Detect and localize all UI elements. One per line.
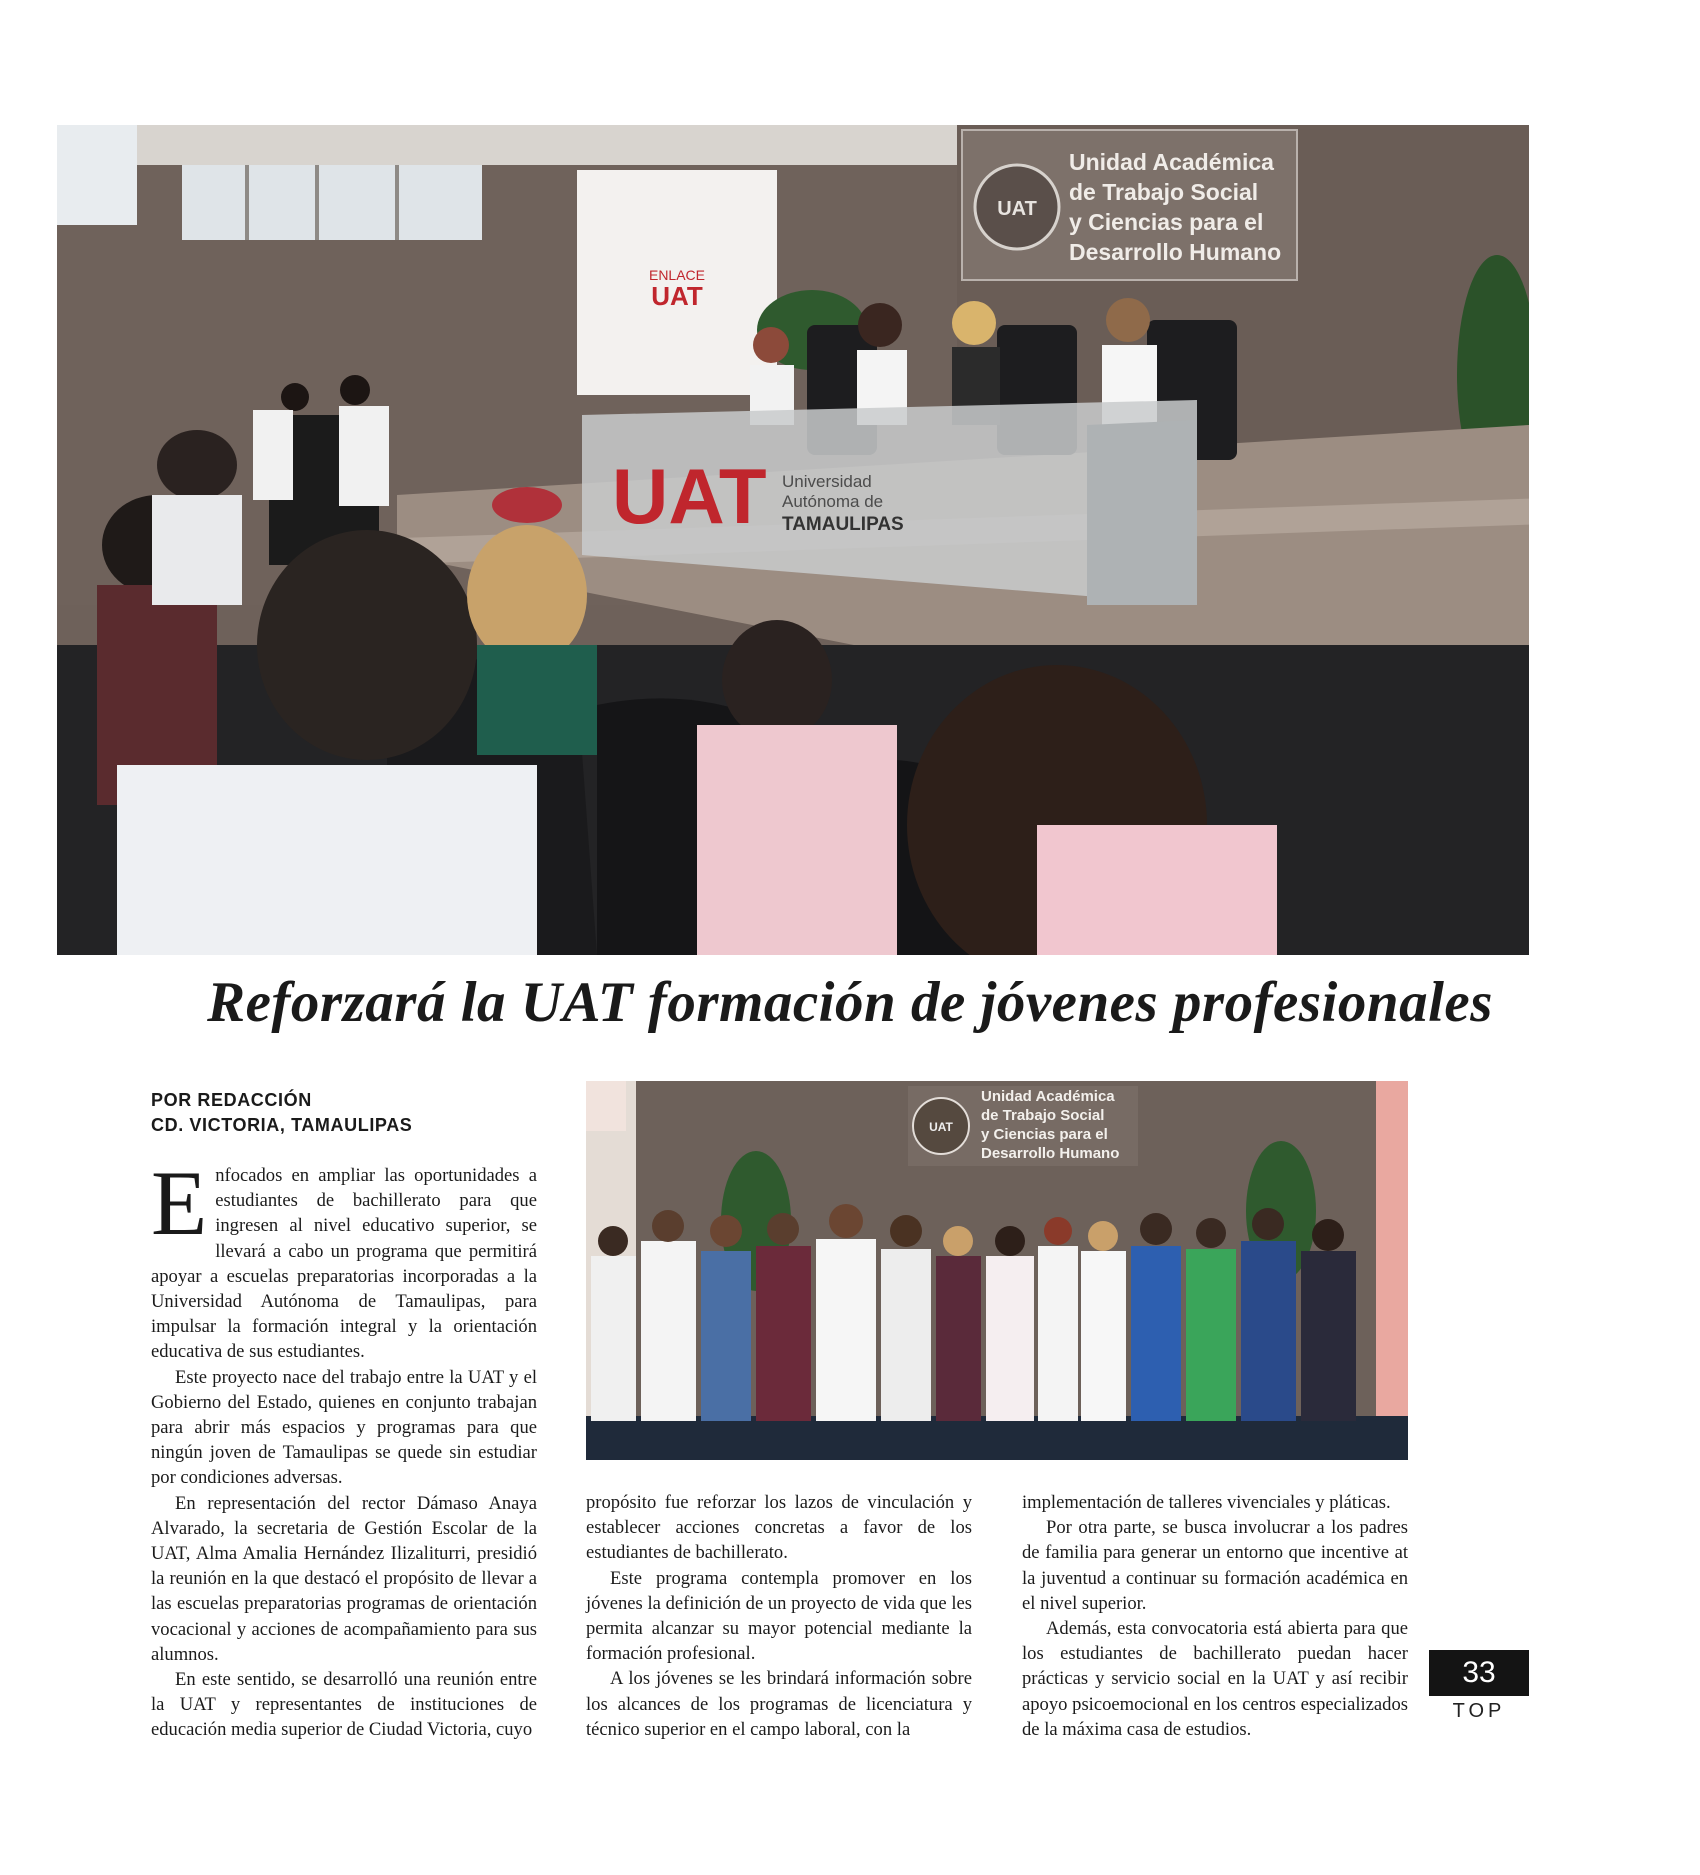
article-paragraph: Por otra parte, se busca involucrar a los padres de familia para generar un entorno que incentive at la juventud a continuar su formación académica en el nivel superior. — [1022, 1517, 1408, 1614]
byline-author: POR REDACCIÓN — [151, 1090, 312, 1110]
article-paragraph: Este proyecto nace del trabajo entre la UAT y el Gobierno del Estado, quienes en conjunto trabajan para abrir más espacios y programas para que ningún joven de Tamaulipas se quede sin estudiar por condiciones adversas. — [151, 1366, 537, 1489]
group-sign-line4: Desarrollo Humano — [981, 1145, 1120, 1162]
article-paragraph: En este sentido, se desarrolló una reunión entre la UAT y representantes de instituciones de educación media superior de Ciudad Victoria, cuyo — [151, 1669, 537, 1741]
wall-sign-line2: de Trabajo Social — [1069, 179, 1259, 205]
group-sign-line1: Unidad Académica — [981, 1088, 1115, 1105]
wall-sign-line3: y Ciencias para el — [1069, 209, 1264, 235]
group-sign-line2: de Trabajo Social — [981, 1107, 1105, 1124]
wall-sign-line1: Unidad Académica — [1069, 149, 1274, 175]
screen-logo-bottom: UAT — [651, 281, 703, 311]
article-column-3 — [1022, 1490, 1408, 1742]
article-paragraph — [151, 1152, 537, 1365]
article-paragraph: propósito fue reforzar los lazos de vinculación y establecer acciones concretas a favor de los estudiantes de bachillerato. — [586, 1492, 972, 1564]
podium-text-line2: Autónoma de — [782, 492, 884, 511]
article-paragraph: implementación de talleres vivenciales y pláticas. — [1022, 1492, 1391, 1513]
byline — [151, 1088, 412, 1138]
group-scene — [586, 1081, 1408, 1460]
article-paragraph: Además, esta convocatoria está abierta para que los estudiantes de bachillerato puedan hacer prácticas y servicio social en la UAT y así recibir apoyo psicoemocional en los centros especializados de la máxima casa de estudios. — [1022, 1618, 1408, 1740]
headline: Reforzará la UAT formación de jóvenes profesionales — [207, 971, 1493, 1034]
article-column-2 — [586, 1490, 972, 1742]
page-number: 33 — [1429, 1650, 1529, 1696]
article-paragraph: A los jóvenes se les brindará información sobre los alcances de los programas de licenciatura y técnico superior en el campo laboral, con la — [586, 1668, 972, 1740]
podium-logo: UAT — [612, 452, 767, 540]
group-seal-text: UAT — [929, 1120, 953, 1134]
article-paragraph: Este programa contempla promover en los jóvenes la definición de un proyecto de vida que les permita alcanzar su mayor potencial mediante la formación profesional. — [586, 1567, 972, 1665]
group-photo — [586, 1081, 1408, 1460]
podium-text-line1: Universidad — [782, 472, 872, 491]
podium-text-line3: TAMAULIPAS — [782, 514, 904, 535]
main-photo — [57, 125, 1529, 955]
wall-sign-line4: Desarrollo Humano — [1069, 239, 1282, 265]
drop-cap: E — [151, 1152, 208, 1254]
byline-location: CD. VICTORIA, TAMAULIPAS — [151, 1115, 413, 1135]
main-seal-text: UAT — [997, 198, 1037, 220]
section-tag: TOP — [1452, 1700, 1506, 1722]
auditorium-scene — [57, 125, 1529, 955]
article-column-1 — [151, 1152, 537, 1743]
group-sign-line3: y Ciencias para el — [981, 1126, 1108, 1143]
screen-logo-top: ENLACE — [648, 267, 706, 283]
paragraph-text: nfocados en ampliar las oportunidades a estudiantes de bachillerato para que ingresen al nivel educativo superior, se llevará a cabo un programa que permitirá apoyar a escuelas preparatorias incorporadas a la Universidad Autónoma de Tamaulipas, para impulsar la formación integral y la orientación educativa de sus estudiantes. — [151, 1165, 537, 1363]
article-paragraph: En representación del rector Dámaso Anaya Alvarado, la secretaria de Gestión Escolar de la UAT, Alma Amalia Hernández Ilizaliturri, presidió la reunión en la que destacó el propósito de llevar a las escuelas preparatorias programas de orientación vocacional y acciones de acompañamiento para sus alumnos. — [151, 1492, 537, 1665]
